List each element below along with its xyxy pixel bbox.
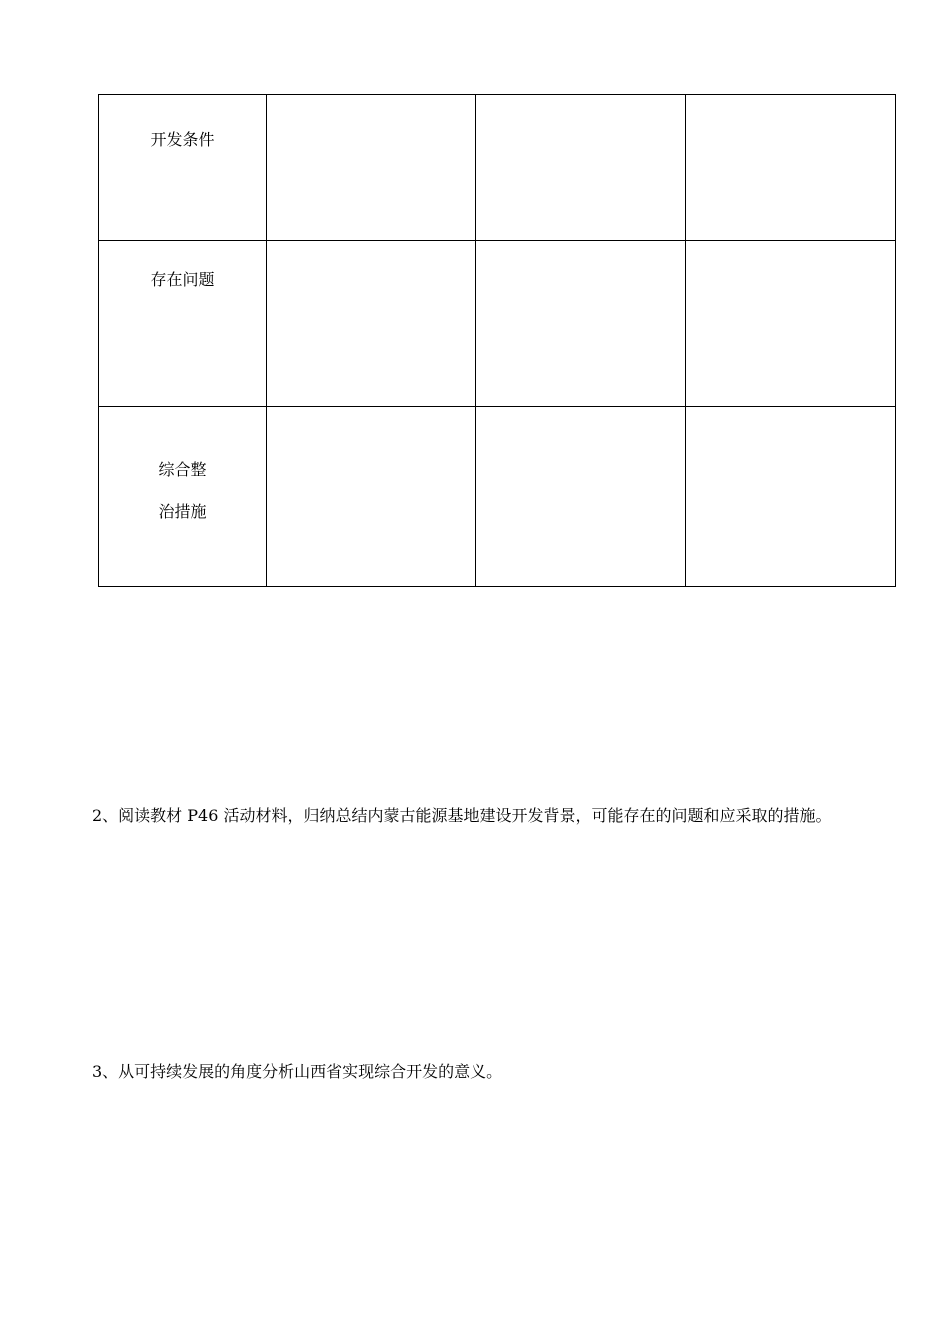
answer-cell[interactable] (686, 407, 896, 587)
answer-cell[interactable] (267, 241, 476, 407)
worksheet-table (98, 94, 896, 587)
row-label-cell (99, 95, 267, 241)
answer-cell[interactable] (476, 241, 686, 407)
row-label: 存在问题 (150, 270, 215, 289)
table-row (99, 407, 896, 587)
answer-cell[interactable] (267, 95, 476, 241)
row-label: 开发条件 (150, 130, 215, 149)
table-row (99, 241, 896, 407)
row-label-line-1: 综合整 (158, 460, 207, 479)
answer-cell[interactable] (476, 407, 686, 587)
table-row (99, 95, 896, 241)
row-label-cell (99, 241, 267, 407)
row-label-line-2: 治措施 (158, 502, 207, 521)
question-3: 3、从可持续发展的角度分析山西省实现综合开发的意义。 (92, 1062, 503, 1081)
question-2: 2、阅读教材 P46 活动材料，归纳总结内蒙古能源基地建设开发背景，可能存在的问题和应采取的措施。 (92, 806, 832, 825)
answer-cell[interactable] (686, 241, 896, 407)
answer-cell[interactable] (267, 407, 476, 587)
answer-cell[interactable] (476, 95, 686, 241)
row-label-cell (99, 407, 267, 587)
answer-cell[interactable] (686, 95, 896, 241)
